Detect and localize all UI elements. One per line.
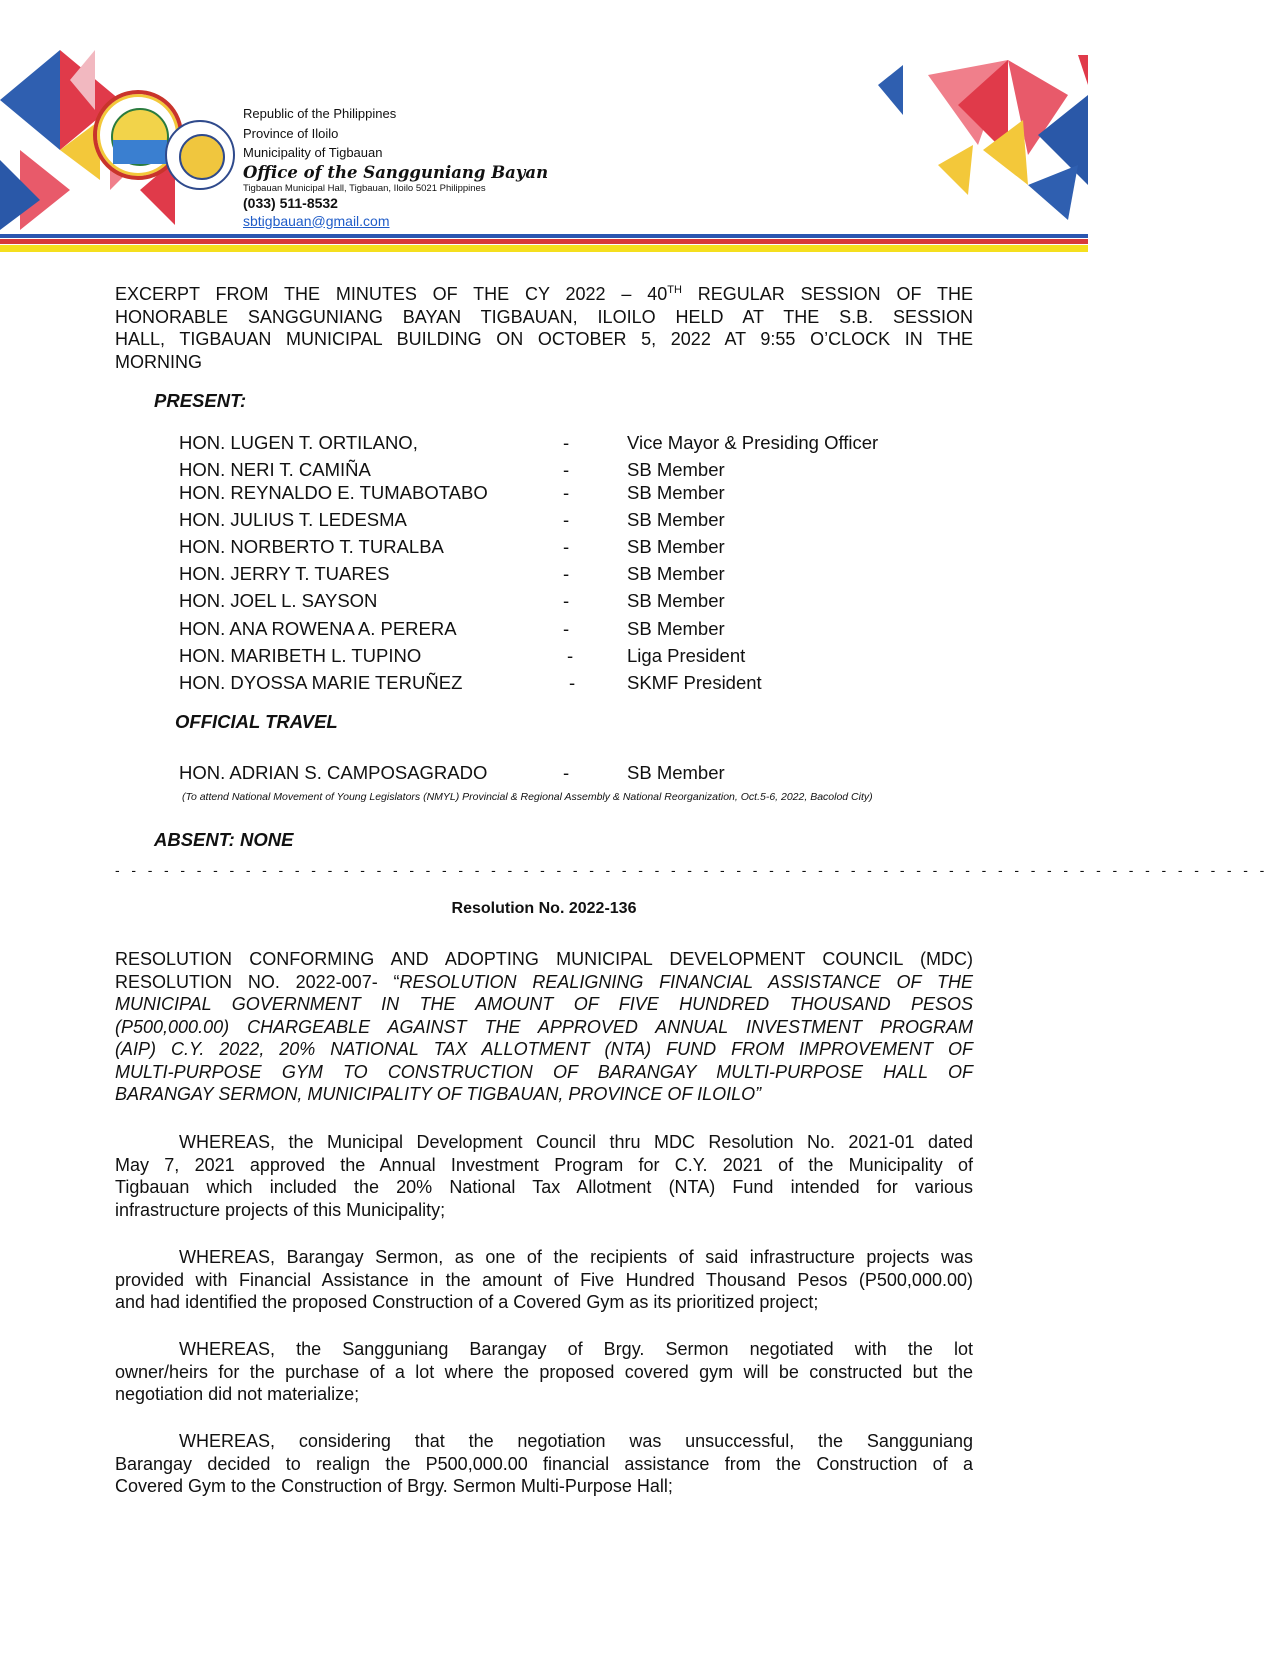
travel-note: (To attend National Movement of Young Legislators (NMYL) Provincial & Regional Assembly & National Reorganization, Oct.5-6, 2022, Bacolod City)	[182, 791, 873, 803]
member-name: HON. REYNALDO E. TUMABOTABO	[179, 482, 488, 503]
whereas4-line-3: Covered Gym to the Construction of Brgy. Sermon Multi-Purpose Hall;	[115, 1476, 673, 1496]
whereas2-line-1: WHEREAS, Barangay Sermon, as one of the recipients of said infrastructure projects was	[179, 1247, 973, 1267]
excerpt-line-3: HALL, TIGBAUAN MUNICIPAL BUILDING ON OCTOBER 5, 2022 AT 9:55 O’CLOCK IN THE	[115, 329, 973, 349]
whereas3-line-2: owner/heirs for the purchase of a lot where the proposed covered gym will be constructed but the	[115, 1361, 973, 1382]
title-line-4: (P500,000.00) CHARGEABLE AGAINST THE APPROVED ANNUAL INVESTMENT PROGRAM	[115, 1016, 973, 1037]
member-role: SB Member	[627, 509, 725, 530]
whereas4-line-1: WHEREAS, considering that the negotiation was unsuccessful, the Sangguniang	[179, 1431, 973, 1451]
whereas3-line-1: WHEREAS, the Sangguniang Barangay of Brgy. Sermon negotiated with the lot	[179, 1339, 973, 1359]
excerpt-paragraph	[115, 279, 973, 373]
yellow-band	[0, 245, 1088, 252]
right-triangle-decoration	[848, 55, 1088, 240]
whereas3-line-3: negotiation did not materialize;	[115, 1384, 360, 1404]
excerpt-line-4: MORNING	[115, 351, 202, 372]
excerpt-line-2: HONORABLE SANGGUNIANG BAYAN TIGBAUAN, ILOILO HELD AT THE S.B. SESSION	[115, 306, 973, 327]
title-line-6: MULTI-PURPOSE GYM TO CONSTRUCTION OF BARANGAY MULTI-PURPOSE HALL OF	[115, 1061, 973, 1082]
republic-line: Republic of the Philippines	[243, 106, 397, 121]
member-role: SB Member	[627, 563, 725, 584]
whereas-paragraph-1	[115, 1131, 973, 1221]
member-name: HON. DYOSSA MARIE TERUÑEZ	[179, 672, 463, 693]
municipality-line: Municipality of Tigbauan	[243, 145, 383, 160]
whereas1-line-1: WHEREAS, the Municipal Development Council thru MDC Resolution No. 2021-01 dated	[179, 1132, 973, 1152]
letterhead	[0, 0, 1088, 260]
absent-line: ABSENT: NONE	[154, 829, 294, 850]
travel-member-role: SB Member	[627, 762, 725, 783]
member-role: SB Member	[627, 459, 725, 480]
member-name: HON. JOEL L. SAYSON	[179, 590, 378, 611]
member-role: SKMF President	[627, 672, 762, 693]
title-line-1: RESOLUTION CONFORMING AND ADOPTING MUNICIPAL DEVELOPMENT COUNCIL (MDC)	[115, 949, 973, 969]
resolution-title	[115, 948, 973, 1106]
whereas1-line-4: infrastructure projects of this Municipality;	[115, 1199, 446, 1220]
whereas2-line-2: provided with Financial Assistance in the amount of Five Hundred Thousand Pesos (P500,000.00)	[115, 1269, 973, 1290]
member-role: SB Member	[627, 618, 725, 639]
whereas2-line-3: and had identified the proposed Construction of a Covered Gym as its prioritized project;	[115, 1292, 819, 1312]
province-line: Province of Iloilo	[243, 125, 339, 141]
whereas1-line-3: Tigbauan which included the 20% National Tax Allotment (NTA) Fund intended for various	[115, 1177, 973, 1197]
title-line-7: BARANGAY SERMON, MUNICIPALITY OF TIGBAUAN, PROVINCE OF ILOILO”	[115, 1084, 762, 1104]
member-role: SB Member	[627, 482, 725, 503]
whereas1-line-2: May 7, 2021 approved the Annual Investment Program for C.Y. 2021 of the Municipality of	[115, 1154, 973, 1175]
title-line-3: MUNICIPAL GOVERNMENT IN THE AMOUNT OF FIVE HUNDRED THOUSAND PESOS	[115, 994, 973, 1014]
office-name: Office of the Sangguniang Bayan	[243, 162, 549, 182]
official-travel-heading: OFFICIAL TRAVEL	[175, 711, 338, 732]
whereas4-line-2: Barangay decided to realign the P500,000.00 financial assistance from the Construction of a	[115, 1453, 973, 1474]
title-line-5: (AIP) C.Y. 2022, 20% NATIONAL TAX ALLOTMENT (NTA) FUND FROM IMPROVEMENT OF	[115, 1039, 973, 1059]
member-name: HON. NERI T. CAMIÑA	[179, 459, 371, 480]
member-dash: -	[563, 432, 570, 453]
office-email-link[interactable]: sbtigbauan@gmail.com	[243, 212, 390, 229]
member-name: HON. JULIUS T. LEDESMA	[179, 509, 407, 530]
member-dash: -	[563, 509, 570, 530]
present-heading: PRESENT:	[154, 390, 247, 411]
letterhead-text	[243, 104, 548, 230]
resolution-number: Resolution No. 2022-136	[451, 900, 637, 917]
member-dash: -	[563, 482, 570, 503]
travel-member-name: HON. ADRIAN S. CAMPOSAGRADO	[179, 762, 488, 783]
member-dash: -	[563, 459, 570, 480]
red-band	[0, 239, 1088, 244]
sangguniang-bayan-seal	[165, 120, 235, 190]
whereas-paragraph-2	[115, 1246, 973, 1314]
member-dash: -	[569, 672, 576, 693]
separator-line: - - - - - - - - - - - - - - - - - - - - - - - - - - - - - - - - - - - - - - - - - - - - - - - - - - - - - - - - - - - - - - - - - - - - - - -	[115, 862, 1268, 878]
member-name: HON. ANA ROWENA A. PERERA	[179, 618, 457, 639]
member-dash: -	[567, 645, 574, 666]
member-dash: -	[563, 563, 570, 584]
member-dash: -	[563, 536, 570, 557]
member-name: HON. JERRY T. TUARES	[179, 563, 390, 584]
whereas-paragraph-4	[115, 1430, 973, 1498]
member-role: Vice Mayor & Presiding Officer	[627, 432, 879, 453]
title-line-2: RESOLUTION NO. 2022-007- “RESOLUTION REALIGNING FINANCIAL ASSISTANCE OF THE	[115, 971, 973, 992]
member-name: HON. NORBERTO T. TURALBA	[179, 536, 444, 557]
member-dash: -	[563, 618, 570, 639]
office-phone: (033) 511-8532	[243, 194, 338, 211]
excerpt-line-1: EXCERPT FROM THE MINUTES OF THE CY 2022 – 40TH REGULAR SESSION OF THE	[115, 284, 973, 304]
member-dash: -	[563, 590, 570, 611]
member-name: HON. MARIBETH L. TUPINO	[179, 645, 422, 666]
blue-band	[0, 234, 1088, 238]
member-role: SB Member	[627, 590, 725, 611]
office-address: Tigbauan Municipal Hall, Tigbauan, Iloilo 5021 Philippines	[243, 182, 486, 194]
member-name: HON. LUGEN T. ORTILANO,	[179, 432, 418, 453]
travel-member-dash: -	[563, 762, 570, 783]
member-role: SB Member	[627, 536, 725, 557]
member-role: Liga President	[627, 645, 746, 666]
whereas-paragraph-3	[115, 1338, 973, 1406]
